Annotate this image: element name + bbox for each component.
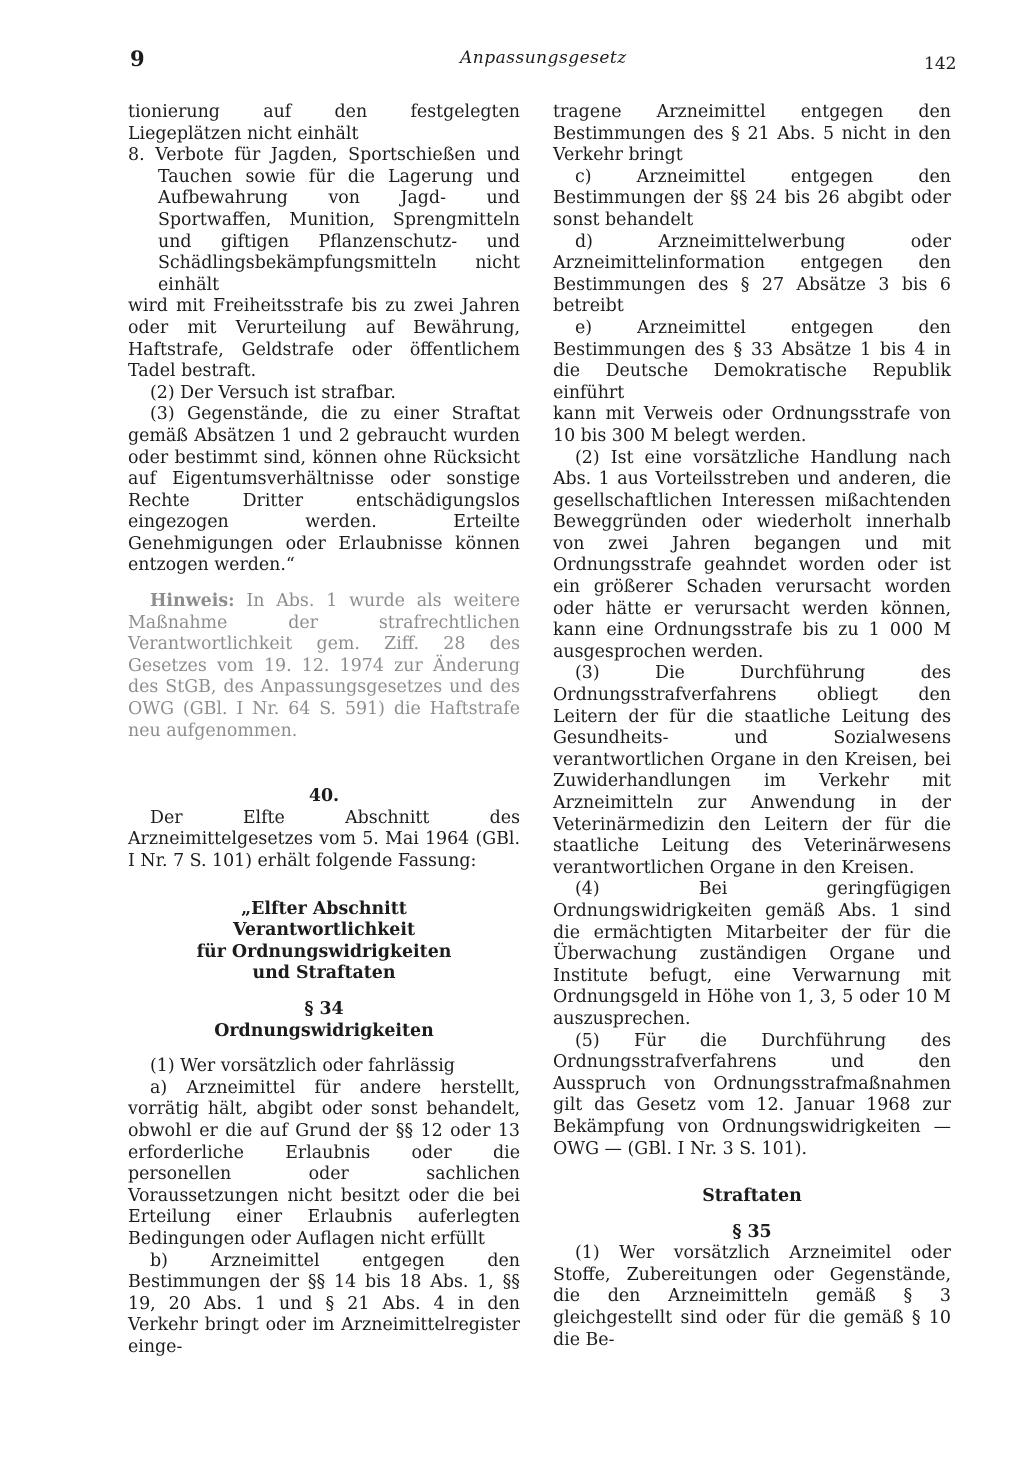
list-item-8: 8. Verbote für Jagden, Sportschießen und Tauchen sowie für die Lagerung und Aufbewahrung von Jagd- und Sportwaffen, Munition, Sprengmitteln und giftigen Pflanzenschutz- und Schädlingsbekämpfungsmitteln nicht einhält (128, 145, 520, 295)
paragraph-amendment-intro: Der Elfte Abschnitt des Arzneimittelgesetzes vom 5. Mai 1964 (GBl. I Nr. 7 S. 101) erhält folgende Fassung: (128, 807, 520, 871)
heading-line-4: und Straftaten (252, 963, 396, 984)
paragraph-34-e: e) Arzneimittel entgegen den Bestimmungen des § 33 Absätze 1 bis 4 in die Deutsche Demokratische Republik einführt (553, 317, 951, 403)
chapter-number: 9 (130, 46, 145, 71)
paragraph-34-b: b) Arzneimittel entgegen den Bestimmungen der §§ 14 bis 18 Abs. 1, §§ 19, 20 Abs. 1 und § 21 Abs. 4 in den Verkehr bringt oder im Arzneimittelregister einge- (128, 1250, 520, 1357)
paragraph-34-b-continued: tragene Arzneimittel entgegen den Bestimmungen des § 21 Abs. 5 nicht in den Verkehr bringt (553, 102, 951, 166)
heading-line-3: für Ordnungswidrigkeiten (196, 941, 452, 962)
paragraph-34-3: (3) Die Durchführung des Ordnungsstrafverfahrens obliegt den Leitern der für die staatliche Leitung des Gesundheits- und Sozialwesens verantwortlichen Organe in den Kreisen, bei Zuwiderhandlungen im Verkehr mit Arzneimitteln zur Anwendung in der Veterinärmedizin den Leitern der für die staatliche Leitung des Veterinärwesens verantwortlichen Organe in den Kreisen. (553, 663, 951, 878)
running-title: Anpassungsgesetz (460, 48, 627, 68)
note-label: Hinweis: (150, 591, 235, 612)
section-34-title: Ordnungswidrigkeiten (214, 1020, 434, 1041)
section-34-number: § 34 (304, 998, 344, 1019)
paragraph-continuation: tionierung auf den festgelegten Liegeplätzen nicht einhält (128, 102, 520, 144)
note-paragraph (128, 591, 520, 742)
paragraph-penalty: wird mit Freiheitsstrafe bis zu zwei Jahren oder mit Verurteilung auf Bewährung, Haftstrafe, Geldstrafe oder öffentlichem Tadel bestraft. (128, 296, 520, 382)
paragraph-35-1: (1) Wer vorsätzlich Arzneimitel oder Stoffe, Zubereitungen oder Gegenstände, die den Arzneimitteln gemäß § 3 gleichgestellt sind oder für die gemäß § 10 die Be- (553, 1243, 951, 1350)
heading-line-2: Verantwortlichkeit (232, 920, 416, 941)
paragraph-34-4: (4) Bei geringfügigen Ordnungswidrigkeiten gemäß Abs. 1 sind die ermächtigten Mitarbeiter der für die Überwachung zuständigen Organe und Institute befugt, eine Verwarnung mit Ordnungsgeld in Höhe von 1, 3, 5 oder 10 M auszusprechen. (553, 879, 951, 1029)
page-number: 142 (924, 54, 957, 74)
heading-line-1: „Elfter Abschnitt (241, 898, 407, 919)
paragraph-34-a: a) Arzneimittel für andere herstellt, vorrätig hält, abgibt oder sonst behandelt, obwohl er die auf Grund der §§ 12 oder 13 erforderliche Erlaubnis oder die personellen oder sachlichen Voraussetzungen nicht besitzt oder die bei Erteilung einer Erlaubnis auferlegten Bedingungen oder Auflagen nicht erfüllt (128, 1077, 520, 1249)
page-header (0, 0, 1024, 90)
right-column (553, 102, 951, 1351)
note-text: In Abs. 1 wurde als weitere Maßnahme der strafrechtlichen Verantwortlichkeit gem. Ziff. 28 des Gesetzes vom 19. 12. 1974 zur Änderung des StGB, des Anpassungsgesetzes und des OWG (GBl. I Nr. 64 S. 591) die Haftstrafe neu aufgenommen. (128, 591, 520, 741)
left-column (128, 102, 520, 1358)
heading-straftaten: Straftaten (702, 1186, 802, 1207)
paragraph-34-2: (2) Ist eine vorsätzliche Handlung nach Abs. 1 aus Vorteilsstreben und anderen, die gesellschaftlichen Interessen mißachtenden Beweggründen oder wiederholt innerhalb von zwei Jahren begangen und mit Ordnungsstrafe geahndet worden oder ist ein größerer Schaden verursacht worden oder hätte er verursacht werden können, kann eine Ordnungsstrafe bis zu 1 000 M ausgesprochen werden. (553, 447, 951, 662)
section-35-number: § 35 (732, 1221, 772, 1242)
paragraph-34-d: d) Arzneimittelwerbung oder Arzneimittelinformation entgegen den Bestimmungen des § 27 Absätze 3 bis 6 betreibt (553, 231, 951, 317)
paragraph-34-penalty: kann mit Verweis oder Ordnungsstrafe von 10 bis 300 M belegt werden. (553, 404, 951, 446)
paragraph-34-5: (5) Für die Durchführung des Ordnungsstrafverfahrens und den Ausspruch von Ordnungsstrafmaßnahmen gilt das Gesetz vom 12. Januar 1968 zur Bekämpfung von Ordnungswidrigkeiten — OWG — (GBl. I Nr. 3 S. 101). (553, 1030, 951, 1159)
paragraph-34-c: c) Arzneimittel entgegen den Bestimmungen der §§ 24 bis 26 abgibt oder sonst behandelt (553, 166, 951, 230)
paragraph-confiscation: (3) Gegenstände, die zu einer Straftat gemäß Absätzen 1 und 2 gebraucht wurden oder bestimmt sind, können ohne Rücksicht auf Eigentumsverhältnisse oder sonstige Rechte Dritter entschädigungslos eingezogen werden. Erteilte Genehmigungen oder Erlaubnisse können entzogen werden.“ (128, 404, 520, 576)
paragraph-attempt: (2) Der Versuch ist strafbar. (150, 382, 396, 403)
paragraph-34-1: (1) Wer vorsätzlich oder fahrlässig (150, 1056, 455, 1077)
item-number-40: 40. (308, 786, 340, 807)
